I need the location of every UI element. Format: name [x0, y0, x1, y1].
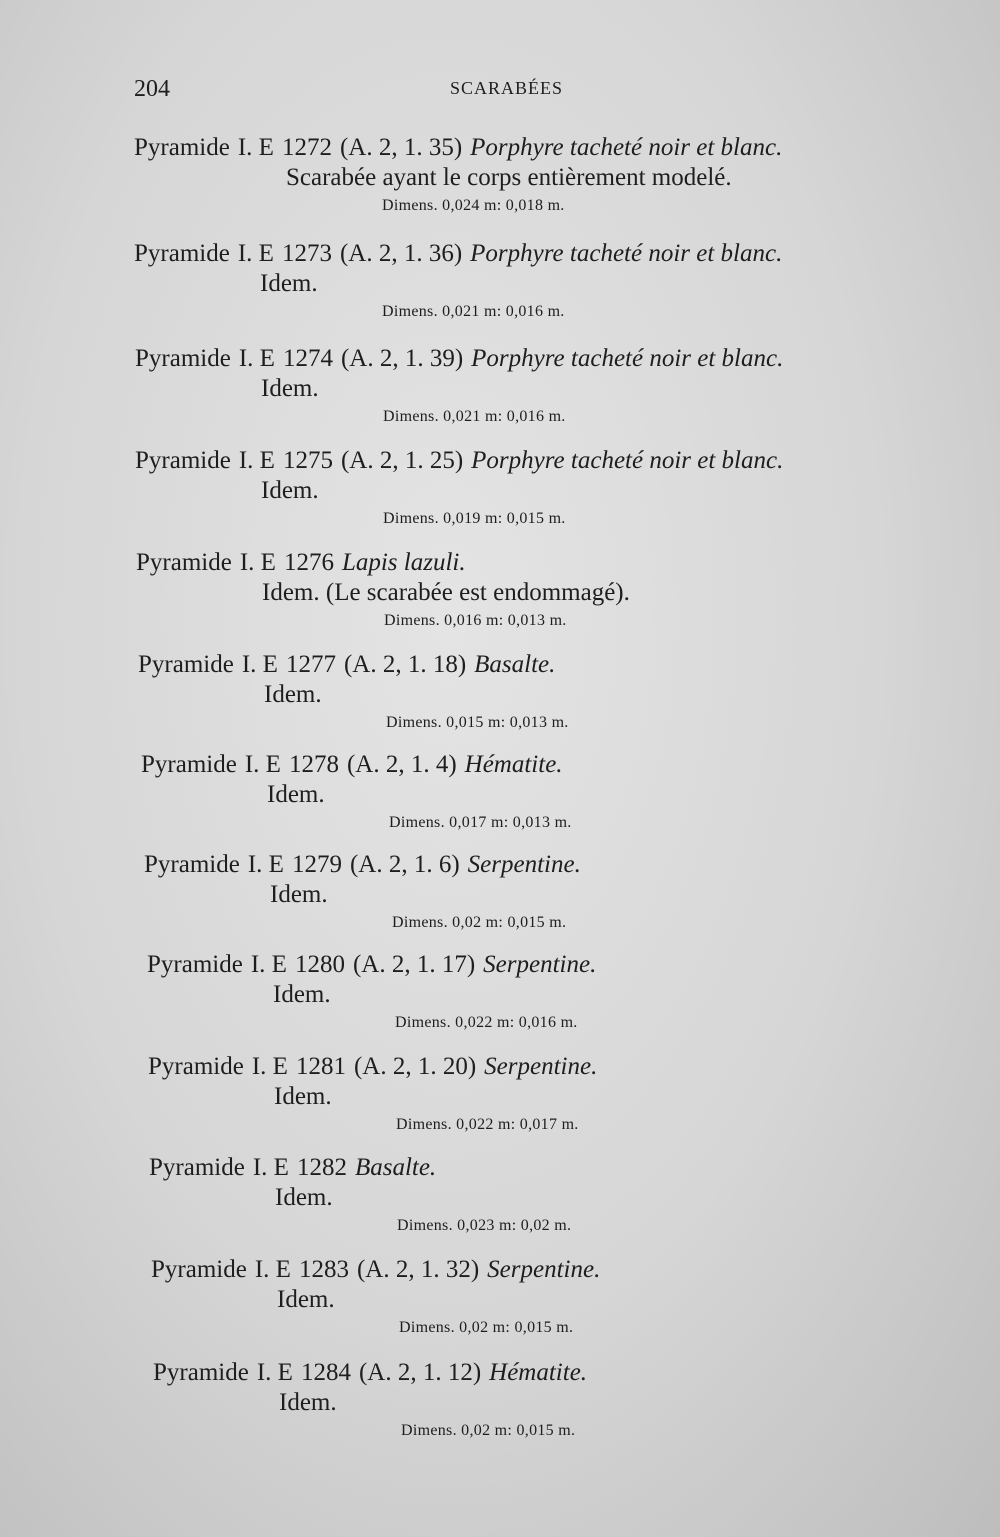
entry-ref: I. E [244, 751, 281, 778]
entry-description: Idem. [277, 1286, 335, 1313]
entry-location: (A. 2, 1. 18) [343, 651, 467, 678]
entry-site: Pyramide [136, 549, 232, 576]
entry-ref: I. E [239, 549, 276, 576]
entry-location: (A. 2, 1. 36) [339, 240, 463, 267]
page-number: 204 [134, 76, 170, 102]
entry-material: Serpentine. [483, 951, 597, 978]
entry-number: 1276 [283, 549, 334, 576]
entry-material: Lapis lazuli. [341, 549, 466, 576]
entry-description: Idem. [273, 981, 331, 1008]
entry-description: Idem. [279, 1389, 337, 1416]
entry-dimensions: Dimens. 0,02 m: 0,015 m. [399, 1319, 574, 1336]
entry-site: Pyramide [134, 134, 230, 161]
page-header [0, 76, 1000, 106]
entry-dimensions: Dimens. 0,022 m: 0,017 m. [396, 1116, 579, 1133]
entry-site: Pyramide [149, 1154, 245, 1181]
entry-ref: I. E [252, 1154, 289, 1181]
entry-material: Hématite. [489, 1359, 588, 1386]
entry-description: Idem. [264, 681, 322, 708]
catalog-entry [153, 1358, 973, 1458]
entry-ref: I. E [241, 651, 278, 678]
entry-site: Pyramide [151, 1256, 247, 1283]
entry-dimensions: Dimens. 0,021 m: 0,016 m. [383, 408, 566, 425]
entry-ref: I. E [237, 134, 274, 161]
entry-ref: I. E [254, 1256, 291, 1283]
entry-description: Idem. [261, 375, 319, 402]
entry-number: 1275 [282, 447, 333, 474]
entry-site: Pyramide [135, 447, 231, 474]
entry-description: Idem. (Le scarabée est endommagé). [262, 579, 630, 606]
entry-dimensions: Dimens. 0,022 m: 0,016 m. [395, 1014, 578, 1031]
entry-site: Pyramide [147, 951, 243, 978]
entry-description: Idem. [260, 270, 318, 297]
entry-site: Pyramide [135, 345, 231, 372]
entry-number: 1273 [281, 240, 332, 267]
entry-location: (A. 2, 1. 20) [353, 1053, 477, 1080]
entry-location: (A. 2, 1. 32) [356, 1256, 480, 1283]
entry-dimensions: Dimens. 0,023 m: 0,02 m. [397, 1217, 572, 1234]
entry-location: (A. 2, 1. 6) [349, 851, 460, 878]
entry-location: (A. 2, 1. 39) [340, 345, 464, 372]
entry-material: Serpentine. [467, 851, 581, 878]
catalog-entry [151, 1255, 971, 1355]
entry-description: Idem. [274, 1083, 332, 1110]
entry-number: 1277 [285, 651, 336, 678]
catalog-entry [136, 548, 956, 648]
entry-dimensions: Dimens. 0,017 m: 0,013 m. [389, 814, 572, 831]
entry-dimensions: Dimens. 0,024 m: 0,018 m. [382, 197, 565, 214]
entry-ref: I. E [250, 951, 287, 978]
entry-dimensions: Dimens. 0,021 m: 0,016 m. [382, 303, 565, 320]
entry-material: Porphyre tacheté noir et blanc. [470, 240, 783, 267]
entry-material: Basalte. [474, 651, 556, 678]
entry-site: Pyramide [134, 240, 230, 267]
entry-site: Pyramide [144, 851, 240, 878]
entry-material: Basalte. [354, 1154, 437, 1181]
entry-ref: I. E [238, 447, 275, 474]
entry-material: Serpentine. [487, 1256, 601, 1283]
entry-number: 1281 [295, 1053, 346, 1080]
entry-site: Pyramide [141, 751, 237, 778]
entry-description: Idem. [267, 781, 325, 808]
catalog-entry [148, 1052, 968, 1152]
entry-site: Pyramide [148, 1053, 244, 1080]
running-title: SCARABÉES [450, 78, 564, 98]
entry-dimensions: Dimens. 0,02 m: 0,015 m. [392, 914, 567, 931]
entry-site: Pyramide [153, 1359, 249, 1386]
entry-dimensions: Dimens. 0,02 m: 0,015 m. [401, 1422, 576, 1439]
entry-ref: I. E [237, 240, 274, 267]
entry-location: (A. 2, 1. 35) [339, 134, 463, 161]
catalog-entry [138, 650, 958, 750]
catalog-entry [134, 239, 954, 339]
catalog-entry [144, 850, 964, 950]
entry-number: 1279 [291, 851, 342, 878]
entry-dimensions: Dimens. 0,019 m: 0,015 m. [383, 510, 566, 527]
entry-description: Idem. [270, 881, 328, 908]
entry-material: Serpentine. [484, 1053, 598, 1080]
entry-number: 1278 [288, 751, 339, 778]
entry-location: (A. 2, 1. 17) [352, 951, 476, 978]
entry-material: Porphyre tacheté noir et blanc. [471, 447, 784, 474]
entry-material: Porphyre tacheté noir et blanc. [471, 345, 784, 372]
entry-site: Pyramide [138, 651, 234, 678]
entry-number: 1284 [300, 1359, 351, 1386]
entry-description: Idem. [261, 477, 319, 504]
entry-location: (A. 2, 1. 12) [358, 1359, 482, 1386]
entry-material: Hématite. [464, 751, 563, 778]
entry-description: Idem. [275, 1184, 333, 1211]
catalog-entry [141, 750, 961, 850]
entry-dimensions: Dimens. 0,016 m: 0,013 m. [384, 612, 567, 629]
entry-ref: I. E [247, 851, 284, 878]
catalog-entry [134, 133, 954, 233]
catalog-entry [147, 950, 967, 1050]
entry-number: 1283 [298, 1256, 349, 1283]
entry-location: (A. 2, 1. 25) [340, 447, 464, 474]
entry-number: 1282 [296, 1154, 347, 1181]
catalog-entry [149, 1153, 969, 1253]
entry-number: 1274 [282, 345, 333, 372]
catalog-entry [135, 446, 955, 546]
entry-ref: I. E [256, 1359, 293, 1386]
entry-material: Porphyre tacheté noir et blanc. [470, 134, 783, 161]
entry-description: Scarabée ayant le corps entièrement modelé. [286, 164, 732, 191]
entry-dimensions: Dimens. 0,015 m: 0,013 m. [386, 714, 569, 731]
entry-ref: I. E [251, 1053, 288, 1080]
entry-number: 1272 [281, 134, 332, 161]
entry-location: (A. 2, 1. 4) [346, 751, 457, 778]
entry-ref: I. E [238, 345, 275, 372]
entry-number: 1280 [294, 951, 345, 978]
catalog-entry [135, 344, 955, 444]
